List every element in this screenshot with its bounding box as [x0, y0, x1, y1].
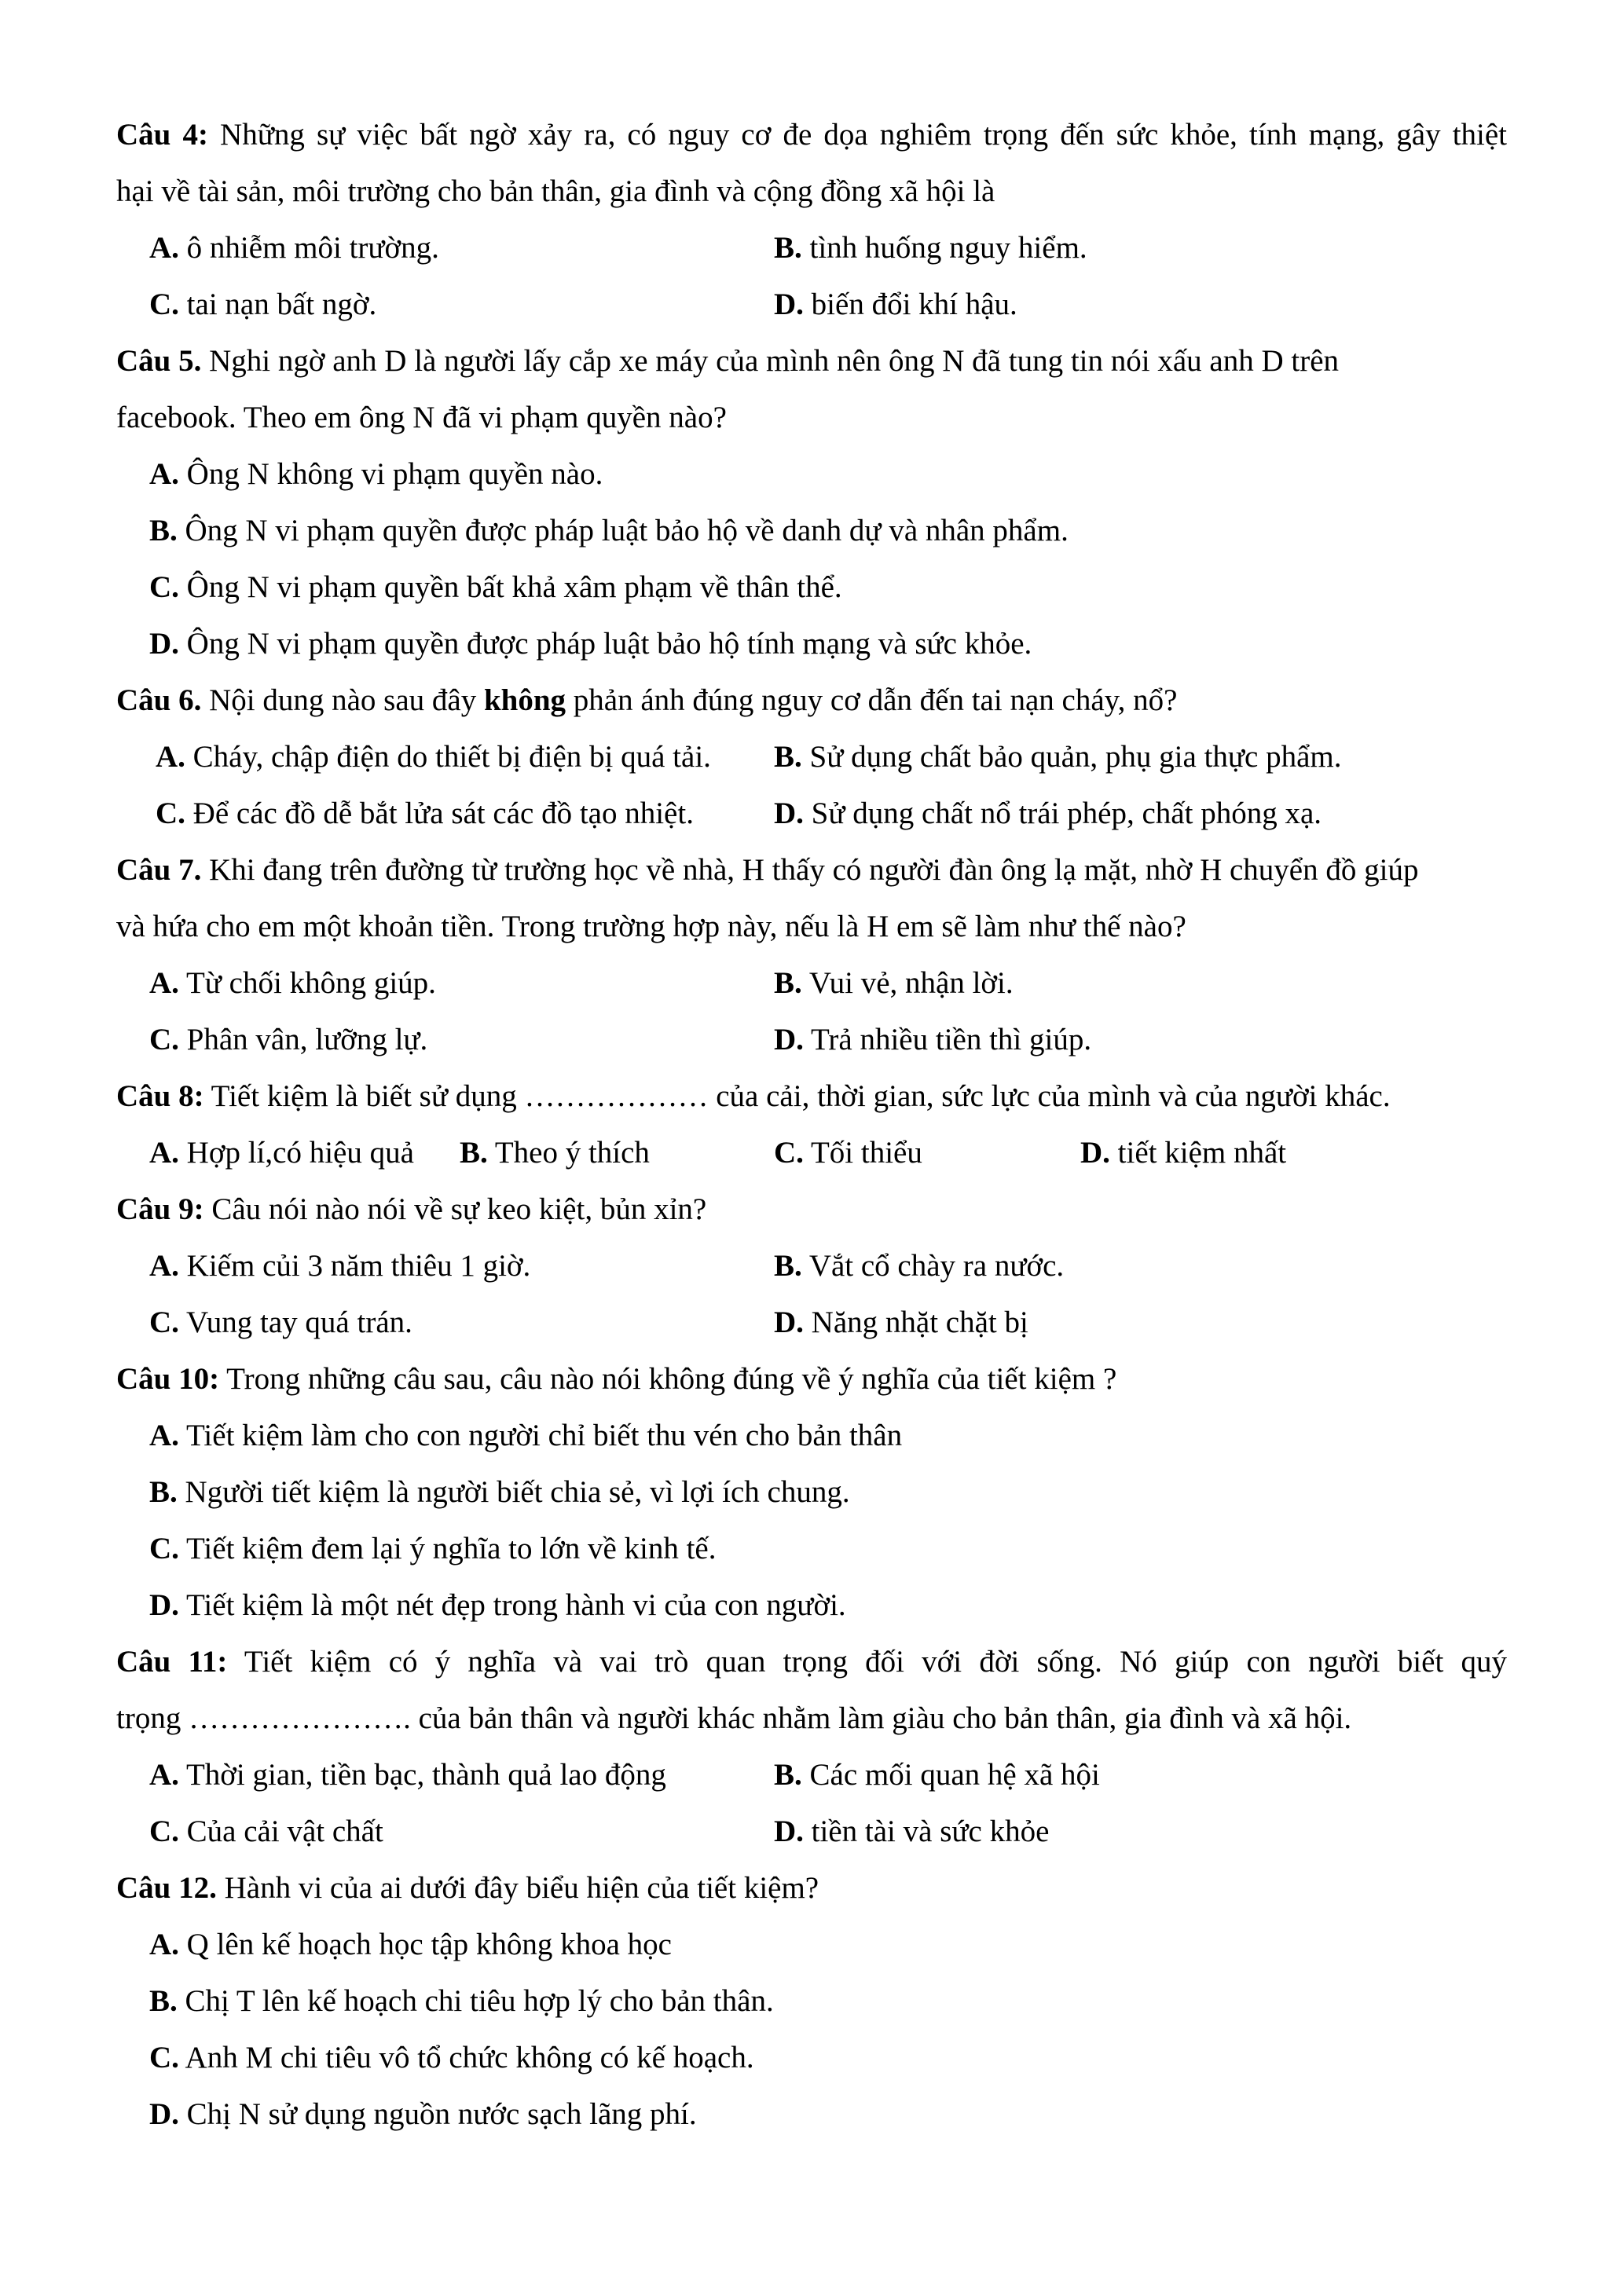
question-4-option-c: C. tai nạn bất ngờ. [149, 287, 377, 321]
question-12-option-d: D. Chị N sử dụng nguồn nước sạch lãng phí. [149, 2097, 697, 2131]
question-10-option-c: C. Tiết kiệm đem lại ý nghĩa to lớn về kinh tế. [149, 1532, 717, 1565]
question-6-line-1: Câu 6. Nội dung nào sau đây không phản ánh đúng nguy cơ dẫn đến tai nạn cháy, nổ? [116, 683, 1178, 717]
question-5-line-2: facebook. Theo em ông N đã vi phạm quyền nào? [116, 401, 727, 434]
question-6-option-c: C. Để các đồ dễ bắt lửa sát các đồ tạo nhiệt. [156, 796, 694, 830]
question-5-option-a: A. Ông N không vi phạm quyền nào. [149, 457, 603, 491]
question-12-option-c: C. Anh M chi tiêu vô tổ chức không có kế hoạch. [149, 2041, 754, 2074]
question-4-option-b: B. tình huống nguy hiểm. [774, 231, 1087, 265]
question-7-line-1: Câu 7. Khi đang trên đường từ trường học về nhà, H thấy có người đàn ông lạ mặt, nhờ H chuyển đồ giúp [116, 853, 1419, 887]
question-11-line-1: Câu 11: Tiết kiệm có ý nghĩa và vai trò quan trọng đối với đời sống. Nó giúp con người biết quý [116, 1645, 1507, 1679]
question-7-option-d: D. Trả nhiều tiền thì giúp. [774, 1023, 1092, 1056]
question-8-option-c: C. Tối thiểu [774, 1136, 922, 1170]
question-8-option-a: A. Hợp lí,có hiệu quả [149, 1136, 414, 1170]
question-8-option-b: B. Theo ý thích [460, 1136, 650, 1170]
question-5-line-1: Câu 5. Nghi ngờ anh D là người lấy cắp xe máy của mình nên ông N đã tung tin nói xấu anh D trên [116, 344, 1340, 378]
question-12-option-b: B. Chị T lên kế hoạch chi tiêu hợp lý cho bản thân. [149, 1984, 774, 2018]
question-12-option-a: A. Q lên kế hoạch học tập không khoa học [149, 1928, 672, 1961]
question-8-option-d: D. tiết kiệm nhất [1080, 1136, 1287, 1170]
question-11-option-b: B. Các mối quan hệ xã hội [774, 1758, 1100, 1792]
question-9-line-1: Câu 9: Câu nói nào nói về sự keo kiệt, bủn xỉn? [116, 1192, 707, 1226]
question-10-option-a: A. Tiết kiệm làm cho con người chỉ biết thu vén cho bản thân [149, 1419, 903, 1452]
question-4-line-1: Câu 4: Những sự việc bất ngờ xảy ra, có nguy cơ đe dọa nghiêm trọng đến sức khỏe, tính mạng, gây thiệt [116, 118, 1508, 152]
question-7-option-a: A. Từ chối không giúp. [149, 966, 436, 1000]
question-7-option-c: C. Phân vân, lưỡng lự. [149, 1023, 428, 1056]
question-9-option-c: C. Vung tay quá trán. [149, 1305, 412, 1339]
question-10-option-b: B. Người tiết kiệm là người biết chia sẻ, vì lợi ích chung. [149, 1475, 850, 1509]
question-5-option-d: D. Ông N vi phạm quyền được pháp luật bảo hộ tính mạng và sức khỏe. [149, 627, 1032, 661]
question-12-line-1: Câu 12. Hành vi của ai dưới đây biểu hiện của tiết kiệm? [116, 1871, 819, 1905]
question-7-line-2: và hứa cho em một khoản tiền. Trong trường hợp này, nếu là H em sẽ làm như thế nào? [116, 910, 1186, 943]
question-9-option-d: D. Năng nhặt chặt bị [774, 1305, 1028, 1339]
question-7-option-b: B. Vui vẻ, nhận lời. [774, 966, 1014, 1000]
question-5-option-b: B. Ông N vi phạm quyền được pháp luật bảo hộ về danh dự và nhân phẩm. [149, 514, 1069, 547]
question-4-option-d: D. biến đổi khí hậu. [774, 287, 1017, 321]
question-11-option-d: D. tiền tài và sức khỏe [774, 1814, 1050, 1848]
question-6-option-a: A. Cháy, chập điện do thiết bị điện bị quá tải. [156, 740, 711, 774]
question-11-option-a: A. Thời gian, tiền bạc, thành quả lao động [149, 1758, 666, 1792]
question-4-line-2: hại về tài sản, môi trường cho bản thân, gia đình và cộng đồng xã hội là [116, 174, 995, 208]
question-10-line-1: Câu 10: Trong những câu sau, câu nào nói không đúng về ý nghĩa của tiết kiệm ? [116, 1362, 1117, 1396]
question-4-option-a: A. ô nhiễm môi trường. [149, 231, 439, 265]
question-10-option-d: D. Tiết kiệm là một nét đẹp trong hành vi của con người. [149, 1588, 846, 1622]
question-11-option-c: C. Của cải vật chất [149, 1814, 383, 1848]
question-11-line-2: trọng …………………. của bản thân và người khác nhằm làm giàu cho bản thân, gia đình và xã hội. [116, 1701, 1352, 1735]
question-8-line-1: Câu 8: Tiết kiệm là biết sử dụng ……………… của cải, thời gian, sức lực của mình và của người khác. [116, 1079, 1391, 1113]
question-6-option-d: D. Sử dụng chất nổ trái phép, chất phóng xạ. [774, 796, 1322, 830]
question-9-option-a: A. Kiếm củi 3 năm thiêu 1 giờ. [149, 1249, 531, 1283]
question-6-option-b: B. Sử dụng chất bảo quản, phụ gia thực phẩm. [774, 740, 1342, 774]
question-9-option-b: B. Vắt cổ chày ra nước. [774, 1249, 1065, 1283]
question-5-option-c: C. Ông N vi phạm quyền bất khả xâm phạm về thân thể. [149, 570, 842, 604]
